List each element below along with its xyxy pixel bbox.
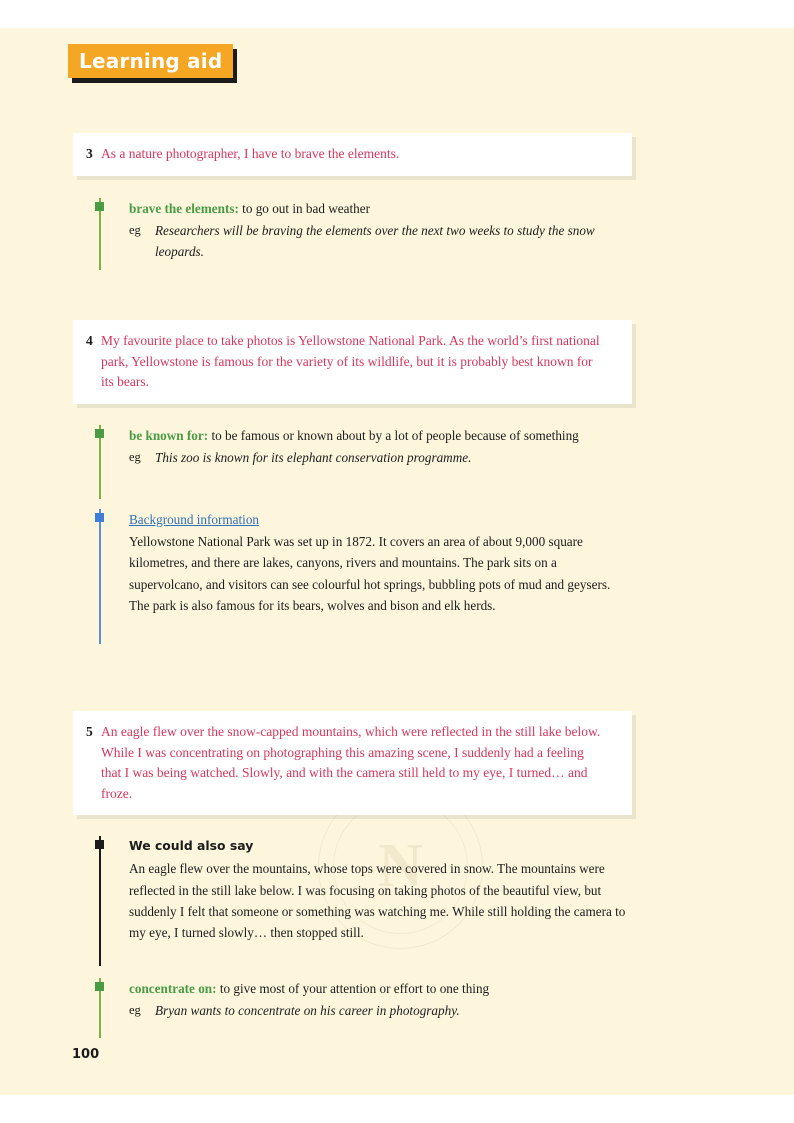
sentence-number: 3 <box>86 146 93 161</box>
example-text: Researchers will be braving the elements over the next two weeks to study the snow leopards. <box>155 222 595 260</box>
note-concentrate-on <box>73 978 632 1038</box>
page-number: 100 <box>72 1047 100 1062</box>
page-bottom-margin <box>0 1095 794 1123</box>
note-rail <box>99 836 101 966</box>
note-heading: We could also say <box>129 838 254 854</box>
page-top-margin <box>0 0 794 28</box>
term-line <box>129 198 629 219</box>
learning-aid-header <box>68 44 238 82</box>
sentence-card <box>73 133 632 176</box>
page-title: Learning aid <box>79 49 223 73</box>
term-definition: to go out in bad weather <box>238 200 370 216</box>
note-brave-the-elements <box>73 198 632 270</box>
note-bullet-icon <box>95 513 104 522</box>
item-5 <box>73 711 632 1038</box>
example-row <box>129 447 629 468</box>
term-definition: to be famous or known about by a lot of people because of something <box>208 427 579 443</box>
background-information-text: Yellowstone National Park was set up in 1872. It covers an area of about 9,000 square kilometres, and there are lakes, canyons, rivers and mountains. The park sits on a supervolcano, and visitors can see colourful hot springs, bubbling pots of mud and geysers. The park is also famous for its bears, wolves and bison and elk herds. <box>129 533 611 614</box>
example-label: eg <box>129 1003 141 1018</box>
sentence-text: As a nature photographer, I have to brave the elements. <box>101 146 400 161</box>
sentence-card <box>73 711 632 815</box>
sentence-number: 4 <box>86 333 93 348</box>
term-label: brave the elements: <box>129 200 239 216</box>
note-rail <box>99 509 101 644</box>
example-row <box>129 220 629 263</box>
note-bullet-icon <box>95 429 104 438</box>
example-label: eg <box>129 449 141 464</box>
item-4 <box>73 320 632 644</box>
note-paraphrase-text: An eagle flew over the mountains, whose tops were covered in snow. The mountains were reflected in the still lake below. I was focusing on taking photos of the beautiful view, but suddenly I felt that someone or something was watching me. While still holding the camera to my eye, I turned slowly… then stopped still. <box>129 861 626 941</box>
term-definition: to give most of your attention or effort to one thing <box>216 981 490 997</box>
sentence-number: 5 <box>86 724 93 739</box>
example-label: eg <box>129 222 141 237</box>
example-row <box>129 1000 629 1021</box>
item-3 <box>73 133 632 270</box>
note-body <box>129 509 632 617</box>
note-we-could-also-say <box>73 836 632 966</box>
sentence-text: An eagle flew over the snow-capped mountains, which were reflected in the still lake below. While I was concentrating on photographing this amazing scene, I suddenly had a feeling that I was being watched. Slowly, and with the camera still held to my eye, I turned… and froze. <box>101 724 601 801</box>
background-information-link[interactable]: Background information <box>129 511 260 527</box>
sentence-card <box>73 320 632 404</box>
term-label: be known for: <box>129 427 209 443</box>
term-line <box>129 978 629 999</box>
header-badge <box>68 44 233 78</box>
note-bullet-icon <box>95 982 104 991</box>
term-line <box>129 425 629 446</box>
example-text: This zoo is known for its elephant conservation programme. <box>155 449 472 465</box>
note-be-known-for <box>73 425 632 499</box>
term-label: concentrate on: <box>129 981 217 997</box>
note-body <box>129 425 629 469</box>
note-body <box>129 836 629 944</box>
note-body <box>129 978 629 1022</box>
note-body <box>129 198 629 263</box>
example-text: Bryan wants to concentrate on his career in photography. <box>155 1003 460 1019</box>
note-background-information <box>73 509 632 644</box>
note-bullet-icon <box>95 202 104 211</box>
note-bullet-icon <box>95 840 104 849</box>
sentence-text: My favourite place to take photos is Yellowstone National Park. As the world’s first national park, Yellowstone is famous for the variety of its wildlife, but it is probably best known for its bears. <box>101 333 600 390</box>
